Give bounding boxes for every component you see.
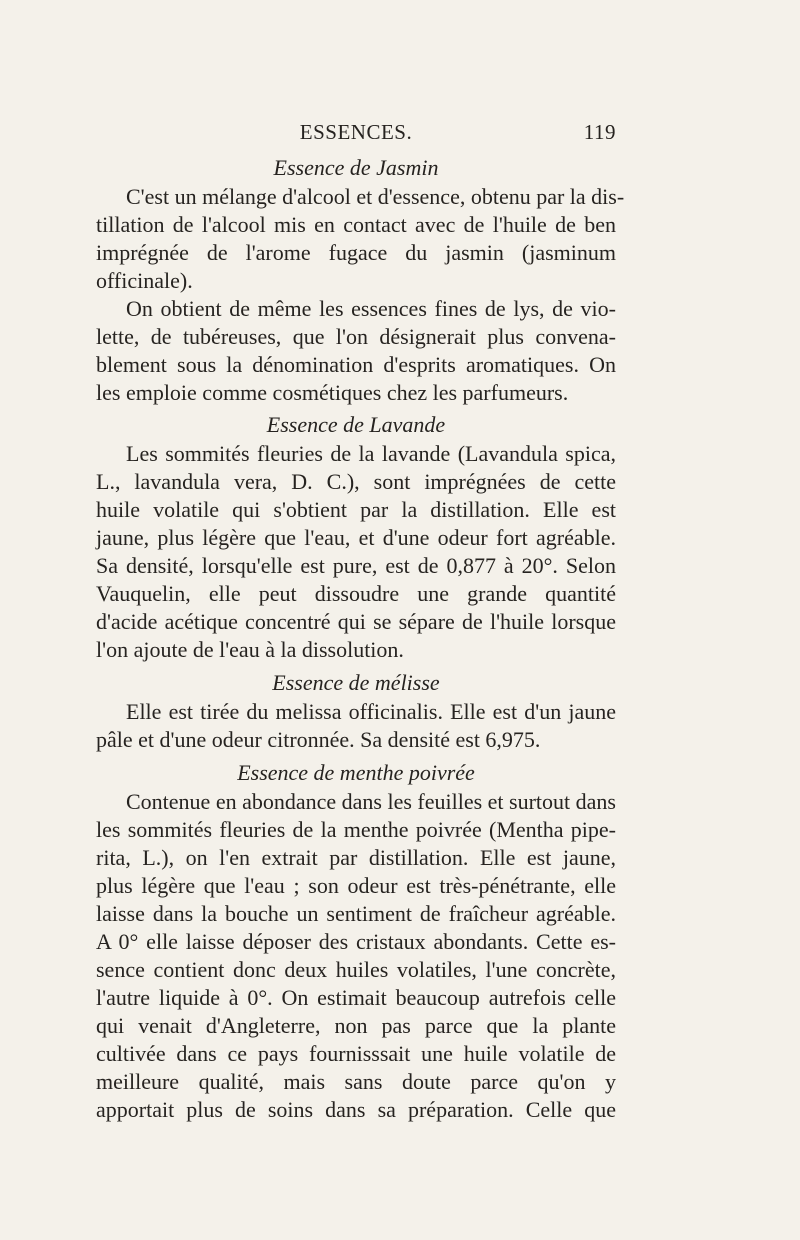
text-line: imprégnée de l'arome fugace du jasmin (jasminum bbox=[96, 240, 616, 265]
section-heading: Essence de Jasmin bbox=[273, 155, 439, 180]
text-line: A 0° elle laisse déposer des cristaux abondants. Cette es- bbox=[96, 929, 616, 954]
text-line: pâle et d'une odeur citronnée. Sa densité est 6,975. bbox=[96, 727, 541, 752]
page-number: 119 bbox=[583, 120, 616, 144]
text-line: Elle est tirée du melissa officinalis. Elle est d'un jaune bbox=[126, 699, 616, 724]
text-line: les emploie comme cosmétiques chez les parfumeurs. bbox=[96, 380, 569, 405]
text-line: huile volatile qui s'obtient par la distillation. Elle est bbox=[96, 497, 616, 522]
paragraph bbox=[96, 788, 616, 1124]
text-line: L., lavandula vera, D. C.), sont imprégnées de cette bbox=[96, 469, 616, 494]
text-line: blement sous la dénomination d'esprits aromatiques. On bbox=[96, 352, 616, 377]
section-heading: Essence de mélisse bbox=[272, 670, 440, 695]
text-line: meilleure qualité, mais sans doute parce qu'on y bbox=[96, 1069, 616, 1094]
text-line: lette, de tubéreuses, que l'on désignerait plus convena- bbox=[96, 324, 616, 349]
text-line: rita, L.), on l'en extrait par distillation. Elle est jaune, bbox=[96, 845, 616, 870]
text-line: tillation de l'alcool mis en contact avec de l'huile de ben bbox=[96, 212, 616, 237]
paragraph bbox=[96, 295, 616, 407]
text-line: jaune, plus légère que l'eau, et d'une odeur fort agréable. bbox=[96, 525, 616, 550]
section-menthe-poivree bbox=[96, 759, 616, 1124]
section-heading: Essence de Lavande bbox=[266, 412, 446, 437]
text-line: l'autre liquide à 0°. On estimait beaucoup autrefois celle bbox=[96, 985, 616, 1010]
text-line: cultivée dans ce pays fournisssait une huile volatile de bbox=[96, 1041, 616, 1066]
text-line: C'est un mélange d'alcool et d'essence, obtenu par la dis- bbox=[126, 184, 625, 209]
text-line: On obtient de même les essences fines de lys, de vio- bbox=[126, 296, 616, 321]
section-lavande bbox=[96, 411, 616, 664]
text-line: d'acide acétique concentré qui se sépare de l'huile lorsque bbox=[96, 609, 616, 634]
paragraph bbox=[96, 440, 616, 664]
text-line: sence contient donc deux huiles volatiles, l'une concrète, bbox=[96, 957, 616, 982]
text-line: qui venait d'Angleterre, non pas parce que la plante bbox=[96, 1013, 616, 1038]
text-line: Les sommités fleuries de la lavande (Lavandula spica, bbox=[126, 441, 616, 466]
paragraph bbox=[96, 183, 625, 295]
text-line: les sommités fleuries de la menthe poivrée (Mentha pipe- bbox=[96, 817, 616, 842]
text-line: laisse dans la bouche un sentiment de fraîcheur agréable. bbox=[96, 901, 616, 926]
text-line: apportait plus de soins dans sa préparation. Celle que bbox=[96, 1097, 616, 1122]
section-heading: Essence de menthe poivrée bbox=[237, 760, 475, 785]
text-line: l'on ajoute de l'eau à la dissolution. bbox=[96, 637, 404, 662]
paragraph bbox=[96, 698, 616, 754]
text-line: Vauquelin, elle peut dissoudre une grande quantité bbox=[96, 581, 616, 606]
section-melisse bbox=[96, 669, 616, 754]
text-line: plus légère que l'eau ; son odeur est très-pénétrante, elle bbox=[96, 873, 616, 898]
text-line: Contenue en abondance dans les feuilles et surtout dans bbox=[126, 789, 616, 814]
text-line: officinale). bbox=[96, 268, 193, 293]
book-page bbox=[96, 112, 625, 1124]
section-jasmin bbox=[96, 154, 625, 407]
running-head bbox=[96, 112, 616, 146]
text-line: Sa densité, lorsqu'elle est pure, est de 0,877 à 20°. Selon bbox=[96, 553, 616, 578]
running-head-title: ESSENCES. bbox=[299, 120, 413, 144]
